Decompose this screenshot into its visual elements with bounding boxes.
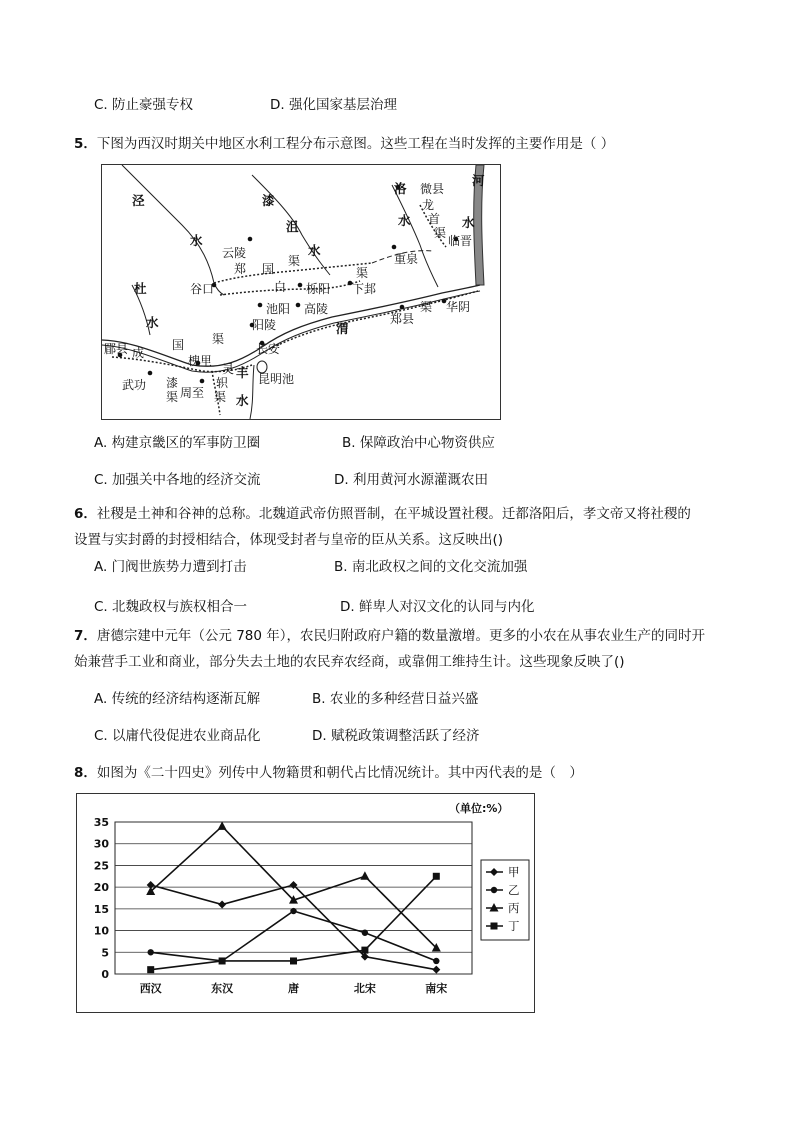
q8-number: 8． [74,765,97,781]
q5-option-b: B. 保障政治中心物资供应 [342,435,495,451]
city-dot [258,303,263,308]
q5-map-svg [102,165,500,419]
q6-option-b: B. 南北政权之间的文化交流加强 [334,559,528,575]
map-label: 渠 [356,266,369,280]
map-label: 谷口 [190,282,215,296]
map-label: 水 [236,393,249,408]
map-label: 周至 [180,386,205,400]
series-line [151,911,437,961]
map-label: 成 [132,346,145,360]
city-dot [248,237,253,242]
map-label: 国 [262,262,275,276]
map-label: 渭 [336,321,349,336]
city-dot [296,303,301,308]
q5-stem [74,134,614,154]
q6-option-a: A. 门阀世族势力遭到打击 [94,559,247,575]
bai-canal [220,281,360,295]
q5-option-a: A. 构建京畿区的军事防卫圈 [94,435,261,451]
map-label: 白 [274,280,287,294]
x-tick-label: 西汉 [139,982,162,995]
data-point [433,958,439,964]
q6-stem-line1 [74,504,691,524]
series-line [151,876,437,969]
q7-number: 7． [74,628,97,644]
city-dot [298,283,303,288]
q8-chart-svg [77,794,534,1012]
map-label: 阳陵 [252,318,277,332]
q6-stem-line2: 设置与实封爵的封授相结合，体现受封者与皇帝的臣从关系。这反映出() [74,532,504,548]
y-tick-label: 5 [101,946,109,960]
data-point [218,901,226,909]
q5-number: 5． [74,136,97,152]
map-label: 重泉 [394,252,419,266]
x-tick-label: 东汉 [211,982,234,995]
q7-stem-line2: 始兼营手工业和商业，部分失去土地的农民弃农经商，或靠佣工维持生计。这些现象反映了() [74,654,625,670]
map-label: 洛 [394,181,407,196]
q7-stem-text1: 唐德宗建中元年（公元 780 年），农民归附政府户籍的数量激增。更多的小农在从事农业生产的同时开 [96,628,706,644]
map-label: 华阴 [446,300,471,314]
city-dot [148,371,153,376]
map-label: 水 [462,215,475,230]
y-tick-label: 10 [93,924,109,938]
data-point [148,949,154,955]
data-point [361,947,368,954]
map-label: 渠 [166,390,179,404]
q6-option-c: C. 北魏政权与族权相合一 [94,599,248,615]
map-label: 泾 [132,193,145,208]
q4-option-d: D. 强化国家基层治理 [270,97,397,113]
q7-option-b: B. 农业的多种经营日益兴盛 [312,691,479,707]
map-label: 微县 [420,182,445,196]
q8-stem [74,763,583,783]
x-tick-label: 北宋 [353,982,376,995]
map-label: 灵 [222,362,235,376]
x-tick-label: 唐 [288,982,299,995]
data-point [360,871,369,880]
map-label: 国 [172,338,185,352]
data-point [432,966,440,974]
q6-stem-text1: 社稷是土神和谷神的总称。北魏道武帝仿照晋制，在平城设置社稷。迁都洛阳后，孝文帝又将社稷的 [96,506,691,522]
map-label: 龙 [422,198,435,212]
map-label: 丰 [236,365,249,380]
jing-river [122,165,224,295]
map-label: 水 [190,233,203,248]
q6-option-d: D. 鲜卑人对汉文化的认同与内化 [340,599,535,615]
y-tick-label: 20 [93,881,109,895]
x-tick-label: 南宋 [425,982,448,995]
map-label: 高陵 [304,302,329,316]
q8-stem-text: 如图为《二十四史》列传中人物籍贯和朝代占比情况统计。其中丙代表的是（ ） [96,765,583,781]
data-point [219,957,226,964]
city-dot [392,245,397,250]
legend-label: 甲 [508,865,520,879]
data-point [491,887,497,893]
data-point [362,930,368,936]
city-dot [200,379,205,384]
map-label: 槐里 [188,354,213,368]
map-label: 昆明池 [258,372,295,386]
legend-label: 乙 [508,883,520,897]
map-label: 渠 [214,390,227,404]
y-tick-label: 0 [101,968,109,981]
q4-option-c: C. 防止豪强专权 [94,97,194,113]
q7-option-a: A. 传统的经济结构逐渐瓦解 [94,691,261,707]
q5-stem-text: 下图为西汉时期关中地区水利工程分布示意图。这些工程在当时发挥的主要作用是（ ） [96,136,615,152]
legend-label: 丙 [508,901,520,915]
map-label: 轵 [216,376,229,390]
map-label: 临晋 [448,234,473,248]
map-label: 郿县 [104,342,129,356]
map-label: 水 [308,243,321,258]
data-point [218,821,227,830]
map-label: 长安 [256,342,281,356]
q5-map [101,164,501,420]
chart-unit-label: （单位:%） [449,802,509,815]
data-point [433,873,440,880]
map-label: 漆 [166,376,179,390]
map-label: 水 [146,315,159,330]
q7-stem-line1 [74,626,705,646]
wei-river [102,285,480,366]
map-label: 郑 [234,262,247,276]
map-label: 渠 [288,254,301,268]
q8-chart [76,793,535,1013]
y-tick-label: 15 [93,902,109,916]
data-point [147,966,154,973]
map-label: 沮 [286,219,299,234]
map-label: 杜 [134,281,147,296]
map-label: 渠 [212,332,225,346]
data-point [290,957,297,964]
map-label: 郑县 [390,312,415,326]
city-dot [400,305,405,310]
q6-number: 6． [74,506,97,522]
y-tick-label: 25 [93,859,109,873]
y-tick-label: 30 [93,837,109,851]
y-tick-label: 35 [93,816,109,829]
data-point [491,923,498,930]
q5-option-c: C. 加强关中各地的经济交流 [94,472,261,488]
map-label: 渠 [434,226,447,240]
q7-option-c: C. 以庸代役促进农业商品化 [94,728,261,744]
q7-option-d: D. 赋税政策调整活跃了经济 [312,728,480,744]
q5-option-d: D. 利用黄河水源灌溉农田 [334,472,488,488]
map-label: 水 [398,213,411,228]
map-label: 漆 [262,193,275,208]
map-label: 首 [428,212,441,226]
feng-river [250,365,254,419]
map-label: 云陵 [222,246,247,260]
data-point [290,908,296,914]
map-label: 渠 [420,300,433,314]
legend-label: 丁 [508,919,520,933]
map-label: 池阳 [266,302,291,316]
map-label: 栎阳 [306,282,331,296]
map-label: 下邽 [352,282,377,296]
map-label: 河 [472,173,485,188]
map-label: 武功 [122,378,147,392]
